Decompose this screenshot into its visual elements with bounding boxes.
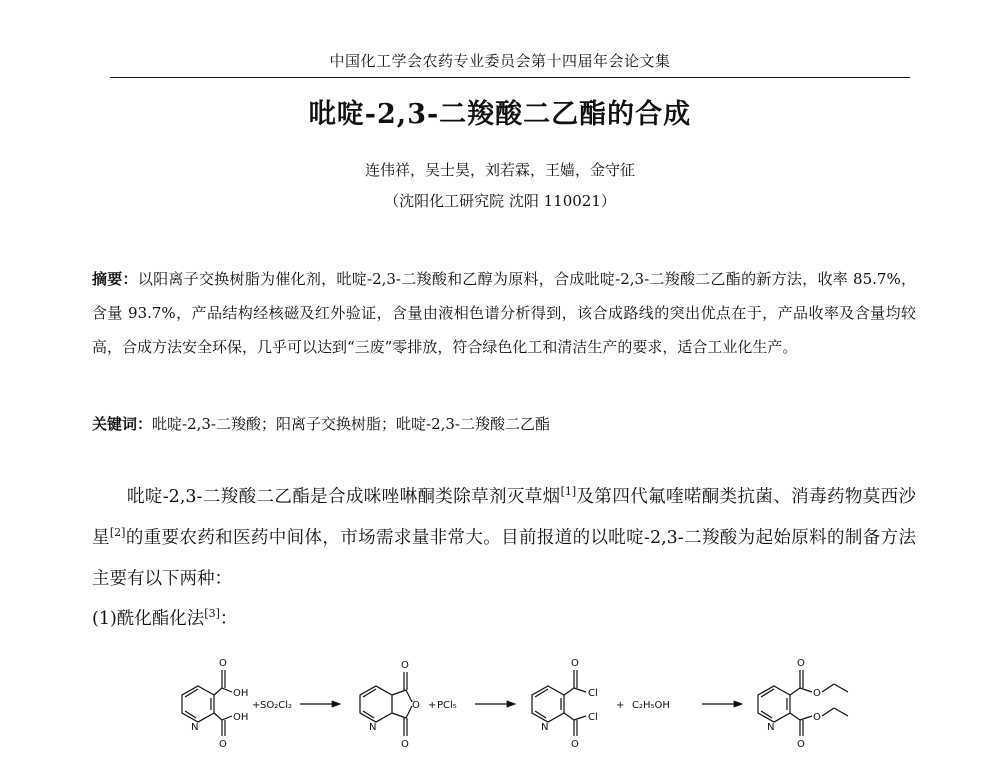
keywords xyxy=(92,407,916,441)
atom-o-2b: O xyxy=(401,739,409,750)
intro-text-2: 及第四代氟喹喏酮类抗菌、消毒药物莫西沙星 xyxy=(92,487,917,548)
atom-n-3: N xyxy=(541,722,549,733)
atom-cl-3a: Cl xyxy=(588,688,598,699)
atom-o-4-ether-a: O xyxy=(813,688,821,699)
atom-o-4a: O xyxy=(797,658,805,669)
atom-o-3a: O xyxy=(571,658,579,669)
plus-sign-3: + xyxy=(616,700,625,711)
affiliation: （沈阳化工研究院 沈阳 110021） xyxy=(384,192,616,210)
keywords-label: 关键词： xyxy=(92,415,153,433)
atom-o-3b: O xyxy=(571,739,579,750)
intro-paragraph xyxy=(92,477,916,600)
molecule-anhydride xyxy=(360,672,412,736)
citation-1: [1] xyxy=(560,485,577,498)
citation-3: [3] xyxy=(204,607,220,620)
atom-oh-1a: OH xyxy=(233,688,249,699)
atom-n-4: N xyxy=(767,722,775,733)
atom-n-2: N xyxy=(369,722,377,733)
plus-sign-1: + xyxy=(252,700,261,711)
atom-o-1a: O xyxy=(219,658,227,669)
keywords-text: 吡啶-2,3-二羧酸；阳离子交换树脂；吡啶-2,3-二羧酸二乙酯 xyxy=(152,415,551,433)
header-rule xyxy=(110,77,910,78)
author-list: 连伟祥，吴士昊，刘若霖，王嫱，金守征 xyxy=(364,161,635,179)
reagent-pcl5: PCl₅ xyxy=(437,700,457,711)
plus-sign-2: + xyxy=(428,700,437,711)
atom-o-2a: O xyxy=(401,660,409,671)
intro-text-3: 的重要农药和医药中间体，市场需求量非常大。目前报道的以吡啶-2,3-二羧酸为起始原料的制备方法主要有以下两种： xyxy=(92,528,917,589)
atom-o-1b: O xyxy=(219,739,227,750)
atom-o-2-ring: O xyxy=(412,700,420,711)
abstract-text: 以阳离子交换树脂为催化剂，吡啶-2,3-二羧酸和乙醇为原料，合成吡啶-2,3-二羧酸二乙酯的新方法，收率 85.7%，含量 93.7%，产品结构经核磁及红外验证，含量由液相色谱分析得到，该合成路线的突出优点在于，产品收率及含量均较高，合成方法安全环保，几乎可以达到“三废”零排放，符合绿色化工和清洁生产的要求，适合工业化生产。 xyxy=(92,270,916,356)
paper-title: 吡啶-2,3-二羧酸二乙酯的合成 xyxy=(308,99,692,130)
intro-text-1: 吡啶-2,3-二羧酸二乙酯是合成咪唑啉酮类除草剂灭草烟 xyxy=(127,487,561,507)
method-heading-text: (1)酰化酯化法 xyxy=(92,609,205,629)
reaction-scheme xyxy=(150,648,870,750)
reagent-so2cl2: SO₂Cl₂ xyxy=(260,700,292,711)
method-heading-colon: ： xyxy=(219,609,238,629)
citation-2: [2] xyxy=(109,526,126,539)
abstract-label: 摘要： xyxy=(92,270,138,288)
atom-o-4b: O xyxy=(797,739,805,750)
abstract xyxy=(92,262,916,364)
atom-n-1: N xyxy=(191,722,199,733)
atom-cl-3b: Cl xyxy=(588,712,598,723)
running-header: 中国化工学会农药专业委员会第十四届年会论文集 xyxy=(329,52,671,70)
atom-oh-1b: OH xyxy=(233,712,249,723)
method-heading xyxy=(92,604,237,634)
atom-o-4-ether-b: O xyxy=(813,712,821,723)
reagent-ethanol: C₂H₅OH xyxy=(632,700,670,711)
molecule-pyridine-dicarboxylic-acid xyxy=(182,670,232,736)
